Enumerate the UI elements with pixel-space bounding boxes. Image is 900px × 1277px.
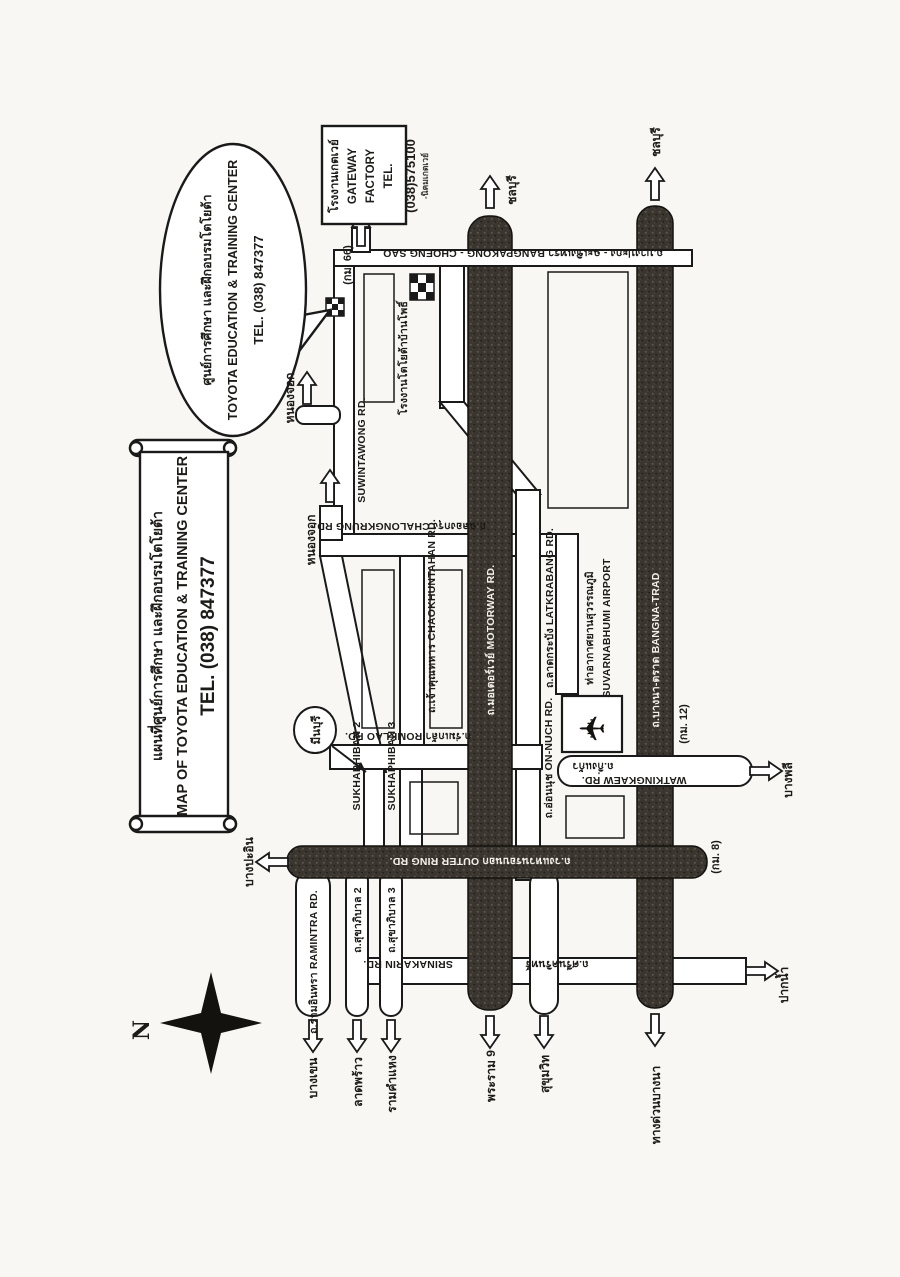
label-road-sukhaphiban3-th: ถ.สุขาภิบาล 3	[386, 887, 398, 953]
label-road-chalongkrung: ถ.ฉลองกรุง CHALONGKRUNG RD.	[313, 520, 487, 532]
city-block	[548, 272, 628, 508]
label-road-chaokhuntahan: ถ.เจ้าคุณทหาร CHAOKHUNTAHAN RD.	[426, 519, 438, 713]
road-stub-nongchok-1	[296, 406, 340, 424]
gateway-name-line1: GATEWAY	[347, 147, 359, 205]
arrow-left-bangpain	[256, 853, 288, 871]
label-airport-thai: ท่าอากาศยานสุวรรณภูมิ	[584, 571, 596, 685]
gateway-phone: (038)575100	[403, 139, 418, 213]
arrow-up-chonburi-motorway	[481, 176, 499, 208]
banner-telephone: TEL. (038) 847377	[198, 556, 219, 716]
label-dest-paknam: ปากน้ำ	[777, 966, 791, 1004]
label-road-onnuch: ถ.อ่อนนุช ON-NUCH RD.	[543, 697, 555, 819]
label-dest-bangpain: บางปะอิน	[242, 837, 256, 887]
label-highway-motorway: ถ.มอเตอร์เวย์ MOTORWAY RD.	[485, 564, 497, 716]
label-km66: (กม. 66)	[342, 245, 354, 285]
banpho-factory-marker	[410, 274, 434, 300]
city-block	[364, 274, 394, 402]
label-dest-ramkhamhaeng: รามคำแหง	[385, 1055, 399, 1113]
minburi-label: มีนบุรี	[311, 715, 323, 745]
arrow-down-expressway-bangna	[646, 1014, 664, 1046]
label-road-sukhaphiban2-th: ถ.สุขาภิบาล 2	[352, 887, 364, 953]
road-latkrabang	[556, 534, 578, 694]
label-road-kingkaew-english: WATKINGKAEW RD.	[581, 774, 687, 786]
road-to-sukhumvit	[530, 870, 558, 1014]
arrow-right-paknam	[746, 962, 778, 980]
road-onnuch	[516, 490, 540, 880]
gateway-note: -นิคมเกตเวย์	[420, 152, 430, 200]
banner-bottom-roll	[130, 816, 236, 832]
airplane-icon: ✈	[577, 708, 607, 745]
label-highway-outer-ring: ถ.วงแหวนรอบนอก OUTER RING RD.	[389, 855, 571, 867]
label-road-sukhaphiban2-en: SUKHAPHIBAN 2	[351, 721, 363, 811]
label-road-kingkaew-thai: ถ.กิ่งแก้ว	[572, 760, 614, 772]
banner-title-english: MAP OF TOYOTA EDUCATION & TRAINING CENTER	[175, 455, 191, 817]
label-dest-expressway-bangna: ทางด่วนบางนา	[649, 1065, 663, 1145]
label-road-romklao: ถ.ร่มเกล้า ROMKLAO RD.	[344, 730, 472, 742]
label-dest-chonburi-motorway: ชลบุรี	[505, 175, 519, 205]
label-road-sukhaphiban3-en: SUKHAPHIBAN 3	[386, 721, 398, 811]
compass-rose	[129, 972, 262, 1074]
label-km12: (กม. 12)	[678, 704, 690, 744]
arrow-down-rama9	[481, 1016, 499, 1048]
label-dest-latphrao: ลาดพร้าว	[351, 1057, 365, 1107]
label-km8: (กม. 8)	[710, 840, 722, 874]
gateway-tel-label: TEL.	[383, 163, 395, 189]
gateway-name-thai: โรงงานเกตเวย์	[329, 139, 341, 213]
arrow-up-nongchok-1	[298, 372, 316, 404]
banner-title-thai: แผนที่ศูนย์การศึกษา และฝึกอบรมโตโยต้า	[149, 510, 165, 762]
callout-title-english: TOYOTA EDUCATION & TRAINING CENTER	[226, 159, 240, 421]
gateway-name-line2: FACTORY	[365, 148, 377, 204]
label-road-latkrabang: ถ.ลาดกระบัง LATKRABANG RD.	[544, 527, 556, 689]
arrow-down-latphrao	[348, 1020, 366, 1052]
label-road-suwintawong: SUWINTAWONG RD.	[356, 397, 368, 503]
label-highway-bangna-trad: ถ.บางนา-ตราด BANGNA-TRAD	[650, 572, 662, 728]
label-banpho-factory: โรงงานโตโยต้าบ้านโพธิ์	[398, 301, 410, 415]
arrow-down-sukhumvit	[535, 1016, 553, 1048]
callout-title-thai: ศูนย์การศึกษา และฝึกอบรมโตโยต้า	[200, 194, 214, 386]
label-dest-bangphli: บางพลี	[781, 762, 795, 798]
label-road-ramintra: ถ.รามอินทรา RAMINTRA RD.	[308, 890, 320, 1034]
label-dest-sukhumvit: สุขุมวิท	[538, 1054, 552, 1094]
label-dest-rama9: พระราม 9	[484, 1050, 498, 1102]
label-dest-bangkhen: บางเขน	[306, 1057, 320, 1099]
arrow-up-chonburi-bangna	[646, 168, 664, 200]
label-road-bangpakong: ถ.บางปะกง - ฉะเชิงเทรา BANGPAKONG - CHOENG SAO	[383, 247, 663, 259]
label-road-srinakarin-en: SRINAKARIN RD.	[363, 958, 453, 970]
gateway-factory-box	[322, 126, 430, 224]
callout-telephone: TEL. (038) 847377	[251, 235, 266, 345]
arrow-down-ramkhamhaeng	[382, 1020, 400, 1052]
label-dest-nongchok-1: หนองจอก	[283, 372, 297, 424]
title-banner	[130, 440, 236, 832]
compass-north-label: N	[129, 1019, 155, 1041]
label-road-srinakarin-th: ถ.ศรีนครินทร์	[525, 958, 589, 970]
road-chaokhuntahan	[400, 556, 424, 748]
label-airport-english: SUVARNABHUMI AIRPORT	[601, 558, 613, 698]
label-dest-nongchok-2: หนองจอก	[304, 514, 318, 566]
city-block	[566, 796, 624, 838]
label-dest-chonburi-bangna: ชลบุรี	[649, 127, 663, 157]
arrow-right-bangphli	[750, 762, 782, 780]
airport-marker	[562, 696, 622, 752]
